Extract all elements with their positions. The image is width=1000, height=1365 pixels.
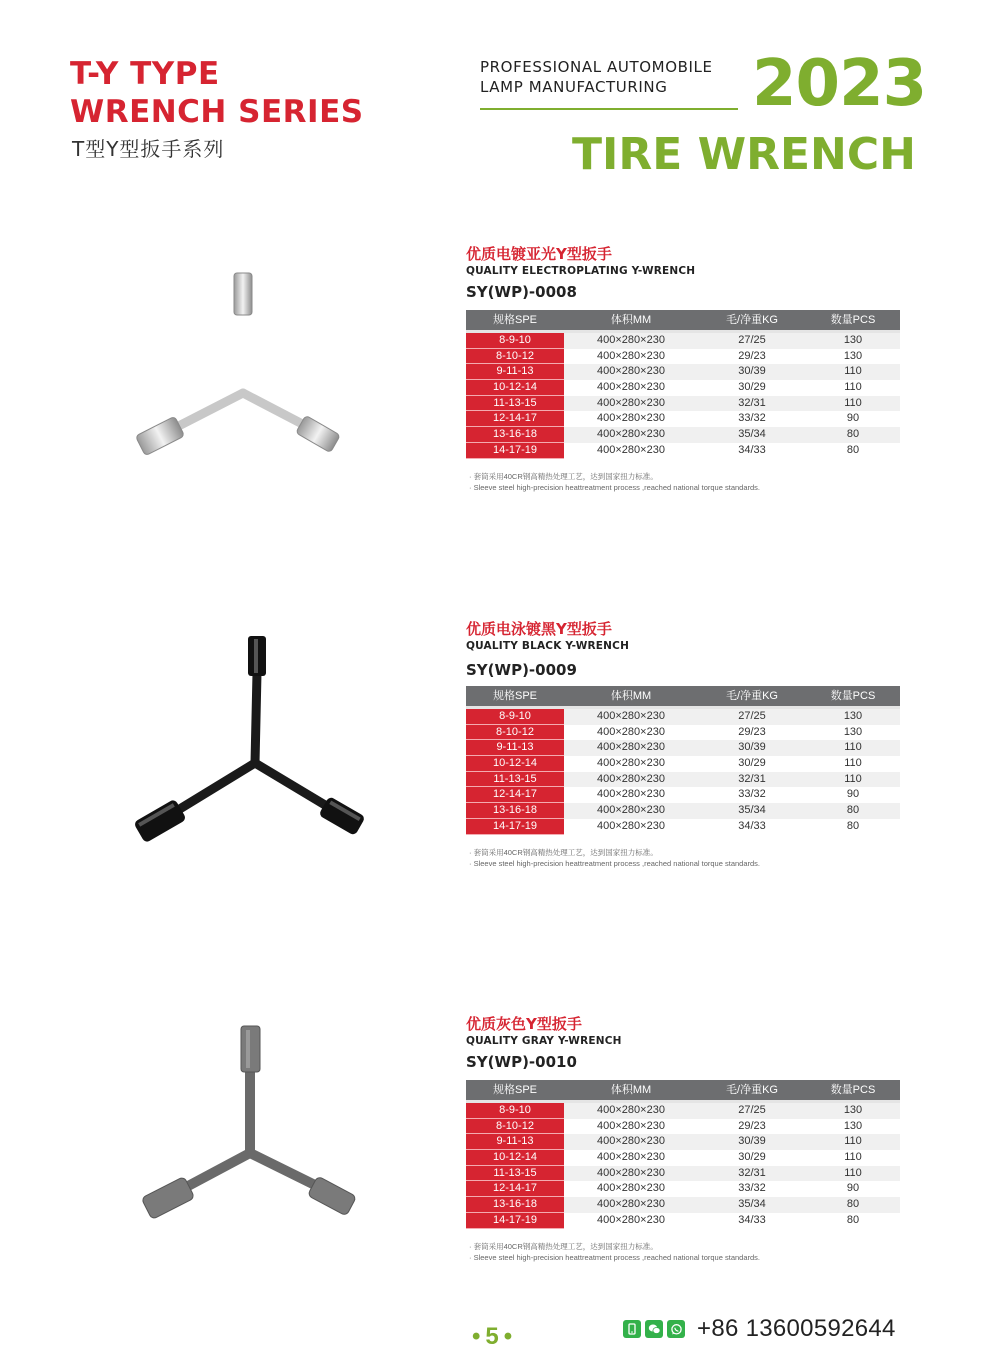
spec-table-header [466,686,900,709]
cell-weight: 34/33 [738,819,766,832]
cell-volume: 400×280×230 [597,412,665,425]
model-prefix: SY [466,283,488,301]
cell-spec: 11-13-15 [466,772,564,788]
cell-volume: 400×280×230 [597,772,665,785]
series-title-line1: T-Y TYPE [70,56,220,92]
product-model [466,283,577,301]
cell-weight: 35/34 [738,804,766,817]
cell-quantity: 110 [844,365,862,378]
table-row [466,787,900,803]
cell-quantity: 110 [844,1151,862,1164]
product-model [466,661,577,679]
cell-volume: 400×280×230 [597,1104,665,1116]
phone-icon [623,1320,641,1338]
page-number: •5• [472,1323,518,1350]
cell-volume: 400×280×230 [597,1166,665,1179]
cell-quantity: 130 [843,1104,863,1116]
black-y-wrench-image [120,633,370,883]
series-title [70,55,364,131]
table-row [466,1103,900,1119]
col-quantity: 数量PCS [830,314,876,326]
cell-weight: 33/32 [738,1182,766,1195]
note-en: · Sleeve steel high-precision heattreatment process ,reached national torque standards. [469,483,761,492]
product-note [469,471,760,493]
cell-quantity: 80 [846,1213,860,1226]
contact-bar [623,1315,896,1343]
cell-weight: 34/33 [738,1213,766,1226]
table-row [466,396,900,412]
silver-y-wrench-image [120,268,370,518]
cell-quantity: 130 [843,334,863,346]
table-row [466,364,900,380]
cell-weight: 29/23 [738,349,766,362]
spec-table [466,1080,900,1229]
cell-spec: 12-14-17 [466,787,564,803]
table-row [466,1213,900,1229]
col-volume: 体积MM [610,1084,652,1096]
table-row [466,443,900,459]
cell-volume: 400×280×230 [597,757,665,770]
table-row [466,1166,900,1182]
cell-weight: 33/32 [738,412,766,425]
series-title-line2: WRENCH SERIES [70,94,364,130]
year-label: 2023 [752,47,927,121]
product-name-en: QUALITY GRAY Y-WRENCH [466,1035,622,1047]
table-row [466,725,900,741]
cell-volume: 400×280×230 [597,1135,665,1148]
table-row [466,772,900,788]
cell-weight: 27/25 [738,334,766,346]
model-prefix: SY [466,661,488,679]
cell-spec: 10-12-14 [466,380,564,396]
table-row [466,427,900,443]
table-row [466,740,900,756]
cell-spec: 8-10-12 [466,1119,564,1135]
cell-spec: 14-17-19 [466,819,564,835]
cell-weight: 30/39 [738,1135,766,1148]
cell-volume: 400×280×230 [597,1182,665,1195]
table-row [466,1134,900,1150]
whatsapp-icon [667,1320,685,1338]
cell-quantity: 110 [844,1166,862,1179]
spec-table [466,686,900,835]
cell-spec: 9-11-13 [466,364,564,380]
table-row [466,756,900,772]
cell-spec: 8-10-12 [466,725,564,741]
note-cn: · 套筒采用40CR钢高精热处理工艺，达到国家扭力标准。 [469,472,658,481]
cell-weight: 32/31 [738,772,766,785]
col-volume: 体积MM [610,314,652,326]
col-quantity: 数量PCS [830,1084,876,1096]
cell-volume: 400×280×230 [597,1119,665,1132]
cell-quantity: 90 [846,1182,860,1195]
spec-table-body [466,333,900,459]
table-row [466,411,900,427]
cell-volume: 400×280×230 [597,1198,665,1211]
table-row [466,1119,900,1135]
table-row [466,709,900,725]
table-row [466,1197,900,1213]
spec-table-body [466,709,900,835]
cell-spec: 8-10-12 [466,349,564,365]
cell-quantity: 130 [843,1119,863,1132]
col-spec: 规格SPE [492,1084,537,1096]
table-row [466,380,900,396]
model-code: (WP)-0009 [487,661,577,679]
cell-weight: 30/39 [738,741,766,754]
tagline-line2: LAMP MANUFACTURING [480,78,668,96]
cell-spec: 11-13-15 [466,1166,564,1182]
cell-weight: 35/34 [738,1198,766,1211]
model-code: (WP)-0008 [487,283,577,301]
col-spec: 规格SPE [492,314,537,326]
product-note [469,1241,760,1263]
cell-spec: 12-14-17 [466,1181,564,1197]
cell-weight: 29/23 [738,725,766,738]
col-weight: 毛/净重KG [726,690,778,702]
cell-spec: 12-14-17 [466,411,564,427]
product-section-gray [0,1013,1000,1323]
cell-quantity: 80 [846,443,860,456]
tagline-line1: PROFESSIONAL AUTOMOBILE [480,58,713,76]
cell-weight: 27/25 [738,1104,766,1116]
cell-volume: 400×280×230 [597,443,665,456]
cell-weight: 30/29 [738,381,766,394]
cell-weight: 30/39 [738,365,766,378]
note-cn: · 套筒采用40CR钢高精热处理工艺，达到国家扭力标准。 [469,848,658,857]
cell-volume: 400×280×230 [597,804,665,817]
cell-quantity: 90 [846,412,860,425]
note-en: · Sleeve steel high-precision heattreatment process ,reached national torque standards. [469,859,761,868]
cell-quantity: 80 [846,819,860,832]
cell-weight: 30/29 [738,757,766,770]
cell-weight: 32/31 [738,396,766,409]
cell-weight: 35/34 [738,428,766,441]
table-row [466,349,900,365]
table-row [466,333,900,349]
col-volume: 体积MM [610,690,652,702]
spec-table-header [466,310,900,333]
cell-quantity: 110 [844,772,862,785]
table-row [466,1181,900,1197]
product-name-cn: 优质灰色Y型扳手 [466,1015,582,1033]
spec-table [466,310,900,459]
cell-quantity: 80 [846,804,860,817]
col-quantity: 数量PCS [830,690,876,702]
cell-spec: 9-11-13 [466,1134,564,1150]
col-weight: 毛/净重KG [726,314,778,326]
cell-spec: 13-16-18 [466,803,564,819]
spec-table-header [466,1080,900,1103]
cell-volume: 400×280×230 [597,788,665,801]
cell-weight: 32/31 [738,1166,766,1179]
product-section-black [0,618,1000,928]
cell-volume: 400×280×230 [597,349,665,362]
cell-quantity: 110 [844,741,862,754]
cell-spec: 8-9-10 [466,709,564,725]
col-weight: 毛/净重KG [726,1084,778,1096]
note-en: · Sleeve steel high-precision heattreatment process ,reached national torque standards. [469,1253,761,1262]
note-cn: · 套筒采用40CR钢高精热处理工艺，达到国家扭力标准。 [469,1242,658,1251]
cell-quantity: 110 [844,1135,862,1148]
product-name-en: QUALITY ELECTROPLATING Y-WRENCH [466,265,696,277]
product-model [466,1053,577,1071]
cell-weight: 27/25 [738,710,766,722]
cell-weight: 30/29 [738,1151,766,1164]
category-title: TIRE WRENCH [571,129,916,180]
spec-table-body [466,1103,900,1229]
cell-quantity: 130 [843,349,863,362]
cell-spec: 9-11-13 [466,740,564,756]
cell-spec: 10-12-14 [466,756,564,772]
cell-weight: 33/32 [738,788,766,801]
model-code: (WP)-0010 [487,1053,577,1071]
cell-volume: 400×280×230 [597,710,665,722]
table-row [466,1150,900,1166]
table-row [466,803,900,819]
cell-quantity: 90 [846,788,860,801]
cell-spec: 10-12-14 [466,1150,564,1166]
product-section-silver [0,243,1000,553]
cell-volume: 400×280×230 [597,1213,665,1226]
cell-volume: 400×280×230 [597,381,665,394]
cell-volume: 400×280×230 [597,725,665,738]
cell-spec: 8-9-10 [466,1103,564,1119]
product-name-en: QUALITY BLACK Y-WRENCH [466,640,630,652]
cell-quantity: 110 [844,757,862,770]
cell-quantity: 130 [843,710,863,722]
cell-weight: 34/33 [738,443,766,456]
series-title-cn: T型Y型扳手系列 [72,137,225,161]
cell-spec: 13-16-18 [466,1197,564,1213]
cell-quantity: 110 [844,381,862,394]
cell-quantity: 80 [846,428,860,441]
tagline-divider [480,108,738,110]
cell-spec: 8-9-10 [466,333,564,349]
cell-volume: 400×280×230 [597,334,665,346]
product-note [469,847,760,869]
cell-quantity: 80 [846,1198,860,1211]
cell-volume: 400×280×230 [597,396,665,409]
cell-volume: 400×280×230 [597,1151,665,1164]
cell-spec: 14-17-19 [466,443,564,459]
cell-spec: 13-16-18 [466,427,564,443]
cell-volume: 400×280×230 [597,741,665,754]
cell-volume: 400×280×230 [597,819,665,832]
wechat-icon [645,1320,663,1338]
model-prefix: SY [466,1053,488,1071]
cell-spec: 11-13-15 [466,396,564,412]
gray-y-wrench-image [120,1018,370,1268]
cell-quantity: 130 [843,725,863,738]
table-row [466,819,900,835]
cell-weight: 29/23 [738,1119,766,1132]
cell-volume: 400×280×230 [597,365,665,378]
cell-spec: 14-17-19 [466,1213,564,1229]
col-spec: 规格SPE [492,690,537,702]
product-name-cn: 优质电镀亚光Y型扳手 [466,245,612,263]
phone-number[interactable]: +86 13600592644 [697,1315,896,1342]
cell-volume: 400×280×230 [597,428,665,441]
tagline [480,57,713,97]
product-name-cn: 优质电泳镀黑Y型扳手 [466,620,612,638]
cell-quantity: 110 [844,396,862,409]
